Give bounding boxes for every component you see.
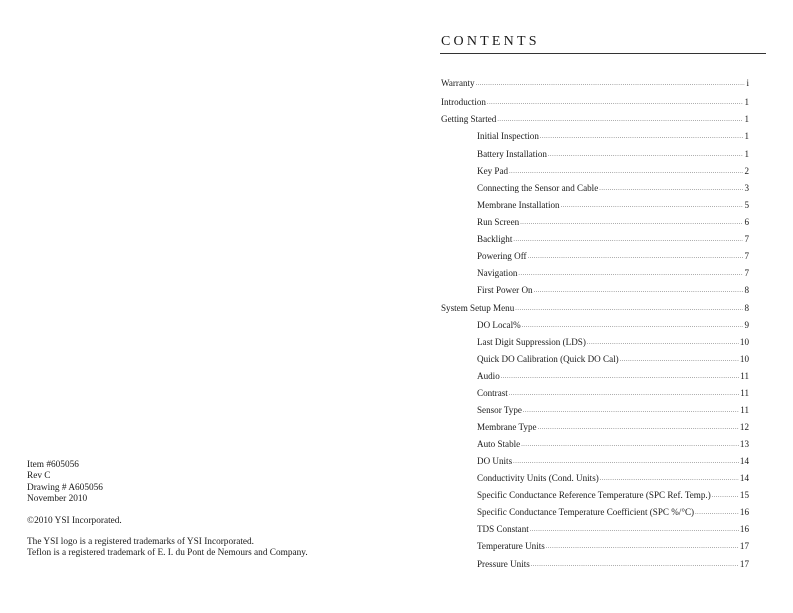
toc-leader-dots: [620, 357, 739, 363]
toc-entry-page: 8: [744, 285, 749, 296]
toc-entry-page: 11: [740, 405, 749, 416]
toc-entry[interactable]: [441, 141, 749, 158]
toc-entry-title: DO Units: [477, 456, 513, 467]
toc-entry-title: First Power On: [477, 285, 533, 296]
toc-entry[interactable]: [441, 432, 749, 449]
document-info-block: [27, 460, 387, 560]
toc-entry-page: 17: [739, 558, 749, 569]
toc-entry-title: System Setup Menu: [441, 302, 515, 313]
toc-entry[interactable]: [441, 466, 749, 483]
toc-leader-dots: [712, 493, 739, 499]
toc-entry-title: Last Digit Suppression (LDS): [477, 336, 586, 347]
toc-entry-title: DO Local%: [477, 319, 521, 330]
toc-entry-page: i: [746, 78, 749, 89]
toc-entry[interactable]: [441, 381, 749, 398]
toc-leader-dots: [548, 152, 744, 158]
toc-entry[interactable]: [441, 261, 749, 278]
toc-leader-dots: [497, 117, 743, 123]
toc-leader-dots: [561, 203, 744, 209]
toc-entry-page: 1: [744, 131, 749, 142]
toc-entry[interactable]: [441, 278, 749, 296]
toc-entry-page: 7: [744, 233, 749, 244]
toc-entry-title: TDS Constant: [477, 524, 529, 535]
toc-entry-page: 9: [744, 319, 749, 330]
toc-entry-page: 1: [744, 148, 749, 159]
toc-leader-dots: [520, 220, 743, 226]
toc-leader-dots: [513, 459, 739, 465]
toc-leader-dots: [509, 391, 739, 397]
toc-leader-dots: [534, 288, 744, 294]
toc-entry-page: 10: [739, 336, 749, 347]
toc-entry-title: Conductivity Units (Cond. Units): [477, 473, 599, 484]
publication-date: November 2010: [27, 494, 88, 505]
toc-entry[interactable]: [441, 210, 749, 227]
trademark-notice-ysi: The YSI logo is a registered trademarks of YSI Incorporated.: [27, 537, 255, 548]
toc-entry[interactable]: [441, 193, 749, 210]
toc-entry-title: Membrane Installation: [477, 199, 560, 210]
table-of-contents: [441, 69, 749, 569]
toc-leader-dots: [476, 81, 746, 87]
toc-entry-title: Audio: [477, 371, 500, 382]
toc-entry[interactable]: [441, 159, 749, 176]
toc-entry-title: Navigation: [477, 267, 518, 278]
revision: Rev C: [27, 471, 51, 482]
toc-leader-dots: [538, 425, 739, 431]
toc-entry-title: Initial Inspection: [477, 131, 539, 142]
toc-leader-dots: [509, 169, 743, 175]
toc-entry-title: Contrast: [477, 388, 508, 399]
toc-leader-dots: [695, 510, 739, 516]
toc-entry[interactable]: [441, 69, 749, 88]
toc-entry-title: Auto Stable: [477, 439, 521, 450]
toc-entry-title: Specific Conductance Temperature Coefficient (SPC %/°C): [477, 507, 695, 518]
toc-entry[interactable]: [441, 449, 749, 466]
toc-entry-title: Pressure Units: [477, 558, 530, 569]
toc-entry[interactable]: [441, 88, 749, 107]
toc-entry-page: 11: [740, 371, 749, 382]
toc-leader-dots: [521, 442, 739, 448]
toc-entry-title: Membrane Type: [477, 422, 537, 433]
toc-entry[interactable]: [441, 176, 749, 193]
toc-entry-page: 3: [744, 182, 749, 193]
toc-entry[interactable]: [441, 517, 749, 534]
toc-leader-dots: [540, 134, 744, 140]
toc-entry[interactable]: [441, 398, 749, 415]
toc-entry-title: Battery Installation: [477, 148, 547, 159]
toc-entry[interactable]: [441, 295, 749, 312]
toc-entry-title: Temperature Units: [477, 541, 545, 552]
toc-leader-dots: [531, 562, 739, 568]
toc-entry-page: 15: [739, 490, 749, 501]
toc-entry-page: 7: [744, 267, 749, 278]
toc-leader-dots: [599, 186, 743, 192]
toc-entry[interactable]: [441, 364, 749, 381]
toc-entry-page: 13: [739, 439, 749, 450]
toc-leader-dots: [515, 306, 743, 312]
toc-entry[interactable]: [441, 551, 749, 568]
toc-entry-title: Key Pad: [477, 165, 509, 176]
toc-entry[interactable]: [441, 124, 749, 141]
toc-entry-title: Connecting the Sensor and Cable: [477, 182, 599, 193]
toc-leader-dots: [487, 100, 743, 106]
toc-entry-page: 2: [744, 165, 749, 176]
toc-entry[interactable]: [441, 483, 749, 500]
toc-entry[interactable]: [441, 500, 749, 517]
toc-entry-page: 5: [744, 199, 749, 210]
toc-leader-dots: [518, 271, 743, 277]
toc-entry-page: 12: [739, 422, 749, 433]
toc-leader-dots: [528, 254, 744, 260]
toc-entry-title: Specific Conductance Reference Temperature (SPC Ref. Temp.): [477, 490, 711, 501]
toc-entry-page: 17: [739, 541, 749, 552]
toc-entry[interactable]: [441, 330, 749, 347]
toc-entry-title: Backlight: [477, 233, 513, 244]
item-number: Item #605056: [27, 460, 79, 470]
toc-entry-page: 11: [740, 388, 749, 399]
toc-leader-dots: [523, 408, 739, 414]
toc-entry-page: 1: [744, 97, 749, 108]
toc-leader-dots: [513, 237, 743, 243]
toc-entry-page: 8: [744, 302, 749, 313]
toc-entry[interactable]: [441, 313, 749, 330]
drawing-number: Drawing # A605056: [27, 482, 103, 493]
toc-entry-title: Quick DO Calibration (Quick DO Cal): [477, 353, 619, 364]
toc-leader-dots: [546, 544, 739, 550]
copyright-notice: ©2010 YSI Incorporated.: [27, 515, 122, 526]
toc-entry-title: Run Screen: [477, 216, 520, 227]
toc-entry-title: Sensor Type: [477, 405, 522, 416]
toc-entry-page: 6: [744, 216, 749, 227]
toc-entry[interactable]: [441, 227, 749, 244]
toc-entry-page: 1: [744, 114, 749, 125]
toc-entry-page: 14: [739, 473, 749, 484]
toc-entry[interactable]: [441, 347, 749, 364]
heading-divider: [440, 53, 766, 54]
toc-leader-dots: [501, 374, 740, 380]
toc-leader-dots: [530, 527, 739, 533]
toc-entry[interactable]: [441, 244, 749, 261]
toc-entry-page: 16: [739, 524, 749, 535]
toc-entry[interactable]: [441, 107, 749, 124]
toc-entry[interactable]: [441, 415, 749, 432]
toc-leader-dots: [522, 323, 744, 329]
toc-entry-title: Getting Started: [441, 114, 497, 125]
toc-entry-title: Warranty: [441, 78, 475, 89]
toc-leader-dots: [587, 340, 739, 346]
toc-entry-title: Introduction: [441, 97, 486, 108]
toc-entry[interactable]: [441, 534, 749, 551]
toc-entry-page: 14: [739, 456, 749, 467]
trademark-notice-teflon: Teflon is a registered trademark of E. I. du Pont de Nemours and Company.: [27, 548, 308, 559]
toc-entry-page: 10: [739, 353, 749, 364]
contents-heading: CONTENTS: [441, 34, 540, 49]
toc-leader-dots: [600, 476, 739, 482]
toc-entry-page: 16: [739, 507, 749, 518]
toc-entry-page: 7: [744, 250, 749, 261]
toc-entry-title: Powering Off: [477, 250, 527, 261]
